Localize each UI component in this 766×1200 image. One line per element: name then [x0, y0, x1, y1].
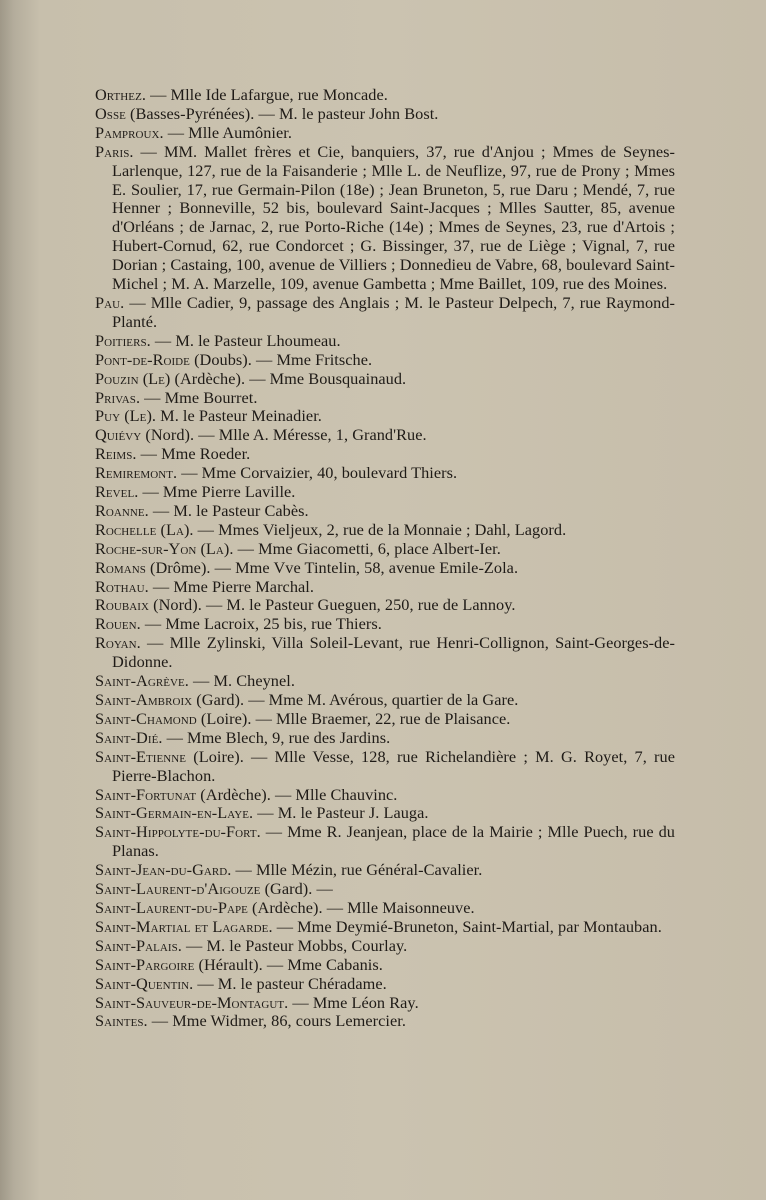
list-entry: [95, 710, 675, 729]
place-name: Saint-Laurent-du-Pape: [95, 897, 248, 917]
entry-text: — Mlle Cadier, 9, passage des Anglais ; M. le Pasteur Delpech, 7, rue Raymond-Planté.: [112, 292, 675, 331]
place-name: Saint-Martial et Lagarde.: [95, 916, 273, 936]
list-entry: [95, 861, 675, 880]
place-name: Revel.: [95, 482, 139, 502]
entry-text: — Mme Pierre Laville.: [138, 482, 296, 502]
entry-text: — Mme Léon Ray.: [288, 992, 419, 1012]
entry-text: — Mme Widmer, 86, cours Lemercier.: [147, 1011, 406, 1031]
list-entry: [95, 464, 675, 483]
entry-text: — Mme Lacroix, 25 bis, rue Thiers.: [140, 614, 382, 634]
list-entry: [95, 880, 675, 899]
list-entry: [95, 86, 675, 105]
list-entry: [95, 823, 675, 861]
place-name: Poitiers.: [95, 330, 151, 350]
list-entry: [95, 407, 675, 426]
entry-text: — Mme Giacometti, 6, place Albert-Ier.: [233, 538, 501, 558]
entry-text: — Mme R. Jeanjean, place de la Mairie ; Mlle Puech, rue du Planas.: [112, 822, 675, 861]
list-entry: [95, 559, 675, 578]
list-entry: [95, 596, 675, 615]
place-name: Rochelle (La).: [95, 519, 194, 539]
place-name: Pamproux.: [95, 122, 164, 142]
place-name: Privas.: [95, 387, 141, 407]
list-entry: [95, 105, 675, 124]
entry-text: (Loire). — Mlle Braemer, 22, rue de Plaisance.: [196, 708, 511, 728]
place-name: Saint-Fortunat: [95, 784, 197, 804]
list-entry: [95, 899, 675, 918]
list-entry: [95, 937, 675, 956]
entry-text: (Nord). — Mlle A. Méresse, 1, Grand'Rue.: [141, 425, 427, 445]
place-name: Pont-de-Roide: [95, 349, 190, 369]
place-name: Saint-Germain-en-Laye.: [95, 803, 254, 823]
entry-text: — MM. Mallet frères et Cie, banquiers, 37, rue d'Anjou ; Mmes de Seynes-Larlenque, 127, rue de la Faisanderie ; Mlle L. de Neuflize, 97, rue de Prony ; Mmes E. Soulier, 17, rue Germain-Pilon (18e) ; Jean Bruneton, 5, rue Daru ; Mendé, 7, rue Henner ; Bonneville, 52 bis, boulevard Saint-Jacques ; Mlles Sautter, 85, avenue d'Orléans ; de Jarnac, 2, rue Porto-Riche (14e) ; Mmes de Seynes, 23, rue d'Artois ; Hubert-Cornud, 62, rue Condorcet ; G. Bissinger, 37, rue de Liège ; Vignal, 7, rue Dorian ; Castaing, 100, avenue de Villiers ; Donnedieu de Vabre, 68, boulevard Saint-Michel ; M. A. Marzelle, 109, avenue Gambetta ; Mme Baillet, 109, rue des Moines.: [112, 141, 675, 294]
entry-text: — Mlle Aumônier.: [163, 122, 292, 142]
place-name: Saint-Agrève.: [95, 671, 189, 691]
place-name: Saint-Quentin.: [95, 973, 194, 993]
entry-text: — Mlle Mézin, rue Général-Cavalier.: [231, 860, 483, 880]
list-entry: [95, 691, 675, 710]
place-name: Saint-Hippolyte-du-Fort.: [95, 822, 261, 842]
list-entry: [95, 483, 675, 502]
list-entry: [95, 975, 675, 994]
list-entry: [95, 729, 675, 748]
entry-text: — M. le Pasteur J. Lauga.: [253, 803, 429, 823]
entry-text: (Loire). — Mlle Vesse, 128, rue Richelandière ; M. G. Royet, 7, rue Pierre-Blachon.: [112, 746, 675, 785]
place-name: Saint-Dié.: [95, 727, 163, 747]
entry-text: (Ardèche). — Mlle Maisonneuve.: [247, 897, 475, 917]
entry-text: (Hérault). — Mme Cabanis.: [194, 954, 383, 974]
entry-text: — Mlle Zylinski, Villa Soleil-Levant, rue Henri-Collignon, Saint-Georges-de-Didonne.: [112, 633, 675, 672]
list-entry: [95, 994, 675, 1013]
place-name: Pouzin (Le): [95, 368, 171, 388]
place-name: Royan.: [95, 633, 141, 653]
entry-text: — M. le Pasteur Lhoumeau.: [150, 330, 341, 350]
place-name: Rouen.: [95, 614, 141, 634]
entry-text: — M. Cheynel.: [188, 671, 295, 691]
entry-text: (Ardèche). — Mlle Chauvinc.: [196, 784, 398, 804]
list-entry: [95, 143, 675, 294]
list-entry: [95, 502, 675, 521]
list-entry: [95, 426, 675, 445]
place-name: Roubaix: [95, 595, 149, 615]
list-entry: [95, 294, 675, 332]
entry-text: — Mme Pierre Marchal.: [148, 576, 314, 596]
place-name: Saint-Chamond: [95, 708, 197, 728]
entry-text: — Mlle Ide Lafargue, rue Moncade.: [145, 85, 388, 104]
entry-text: (Gard). — Mme M. Avérous, quartier de la Gare.: [192, 690, 519, 709]
place-name: Romans: [95, 557, 146, 577]
entry-text: (Basses-Pyrénées). — M. le pasteur John Bost.: [125, 103, 439, 123]
list-entry: [95, 540, 675, 559]
list-entry: [95, 445, 675, 464]
place-name: Paris.: [95, 141, 134, 161]
list-entry: [95, 918, 675, 937]
list-entry: [95, 615, 675, 634]
entry-text: (Gard). —: [260, 879, 333, 899]
entry-text: (Doubs). — Mme Fritsche.: [189, 349, 373, 369]
list-entry: [95, 804, 675, 823]
list-entry: [95, 634, 675, 672]
place-name: Reims.: [95, 444, 137, 464]
place-name: Saint-Pargoire: [95, 954, 195, 974]
list-entry: [95, 124, 675, 143]
place-name: Quiévy: [95, 425, 142, 445]
place-name: Saintes.: [95, 1011, 148, 1031]
place-name: Pau.: [95, 292, 125, 312]
entry-text: — Mme Corvaizier, 40, boulevard Thiers.: [177, 463, 458, 483]
entry-text: M. le Pasteur Meinadier.: [156, 406, 322, 426]
place-name: Roanne.: [95, 500, 149, 520]
place-name: Osse: [95, 103, 126, 123]
list-entry: [95, 521, 675, 540]
list-entry: [95, 786, 675, 805]
place-name: Saint-Laurent-d'Aigouze: [95, 879, 261, 899]
entry-text: — M. le Pasteur Cabès.: [148, 500, 309, 520]
place-name: Puy (Le).: [95, 406, 157, 426]
list-entry: [95, 1012, 675, 1031]
list-entry: [95, 389, 675, 408]
entry-text: (Drôme). — Mme Vve Tintelin, 58, avenue Emile-Zola.: [145, 557, 519, 577]
list-entry: [95, 672, 675, 691]
entry-text: (Nord). — M. le Pasteur Gueguen, 250, rue de Lannoy.: [149, 595, 516, 615]
list-entry: [95, 332, 675, 351]
entry-text: — Mme Deymié-Bruneton, Saint-Martial, par Montauban.: [272, 916, 662, 936]
place-name: Saint-Jean-du-Gard.: [95, 860, 232, 880]
place-name: Saint-Sauveur-de-Montagut.: [95, 992, 289, 1012]
place-name: Saint-Etienne: [95, 746, 187, 766]
list-entry: [95, 748, 675, 786]
entry-text: — M. le pasteur Chéradame.: [193, 973, 387, 993]
place-name: Roche-sur-Yon (La).: [95, 538, 234, 558]
entry-text: (Ardèche). — Mme Bousquainaud.: [170, 368, 407, 388]
entry-text: — Mme Bourret.: [140, 387, 258, 407]
place-name: Saint-Ambroix: [95, 690, 193, 709]
entry-text: — Mme Roeder.: [136, 444, 251, 464]
list-entry: [95, 351, 675, 370]
place-name: Rothau.: [95, 576, 149, 596]
list-entry: [95, 956, 675, 975]
entry-text: — Mme Blech, 9, rue des Jardins.: [162, 727, 391, 747]
list-entry: [95, 578, 675, 597]
place-name: Orthez.: [95, 85, 146, 104]
place-name: Remiremont.: [95, 463, 178, 483]
list-entry: [95, 370, 675, 389]
place-name: Saint-Palais.: [95, 935, 182, 955]
address-list: [95, 86, 675, 1031]
entry-text: — M. le Pasteur Mobbs, Courlay.: [181, 935, 408, 955]
entry-text: — Mmes Vieljeux, 2, rue de la Monnaie ; Dahl, Lagord.: [193, 519, 567, 539]
